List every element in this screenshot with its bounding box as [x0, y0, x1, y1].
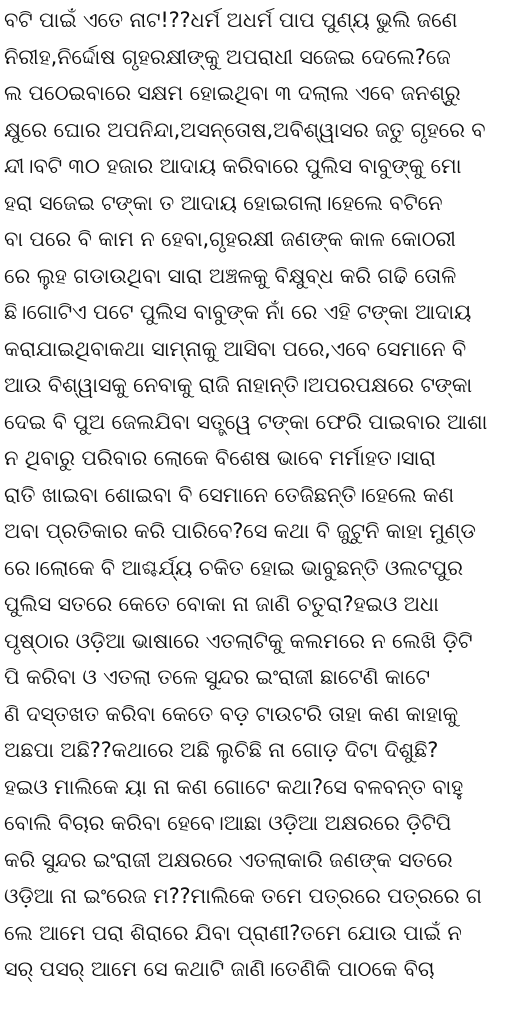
- text-line: ରେ ଲୁହ ଗଡାଉଥିବା ସାରା ଅଞ୍ଚଳକୁ ବିକ୍ଷୁବ୍ଧ କରି ଗଢି ତୋଳି: [4, 263, 457, 288]
- article-text: [4, 2, 526, 988]
- text-line: ପୁଲିସ ସତରେ କେତେ ବୋକା ନା ଜାଣି ଚତୁରା?ହଇଓ ଅଧା: [4, 592, 439, 616]
- text-line: ସର୍ ପସର୍ ଆମେ ସେ କଥାଟି ଜାଣି।ତେଣିକି ପାଠକେ ବିଚା: [4, 957, 435, 981]
- text-line: ନିରୀହ,ନିର୍ଦ୍ଦୋଷ ଗୃହରକ୍ଷୀଙ୍କୁ ଅପରାଧୀ ସଜେଇ ଦେଲେ?ଜେ: [4, 44, 451, 69]
- text-line: ଛି।ଗୋଟିଏ ପଟେ ପୁଲିସ ବାବୁଙ୍କ ନାଁ ରେ ଏହି ଟଙ୍କା ଆଦାୟ: [4, 300, 472, 324]
- text-line: ନ୍ଦୀ।ବଟି ୩୦ ହଜାର ଆଦାୟ କରିବାରେ ପୁଲିସ ବାବୁଙ୍କୁ ମୋ: [4, 154, 462, 178]
- text-line: ରେ।ଲୋକେ ବି ଆଶ୍ଚର୍ଯ୍ୟ ଚକିତ ହୋଇ ଭାବୁଛନ୍ତି ଓଲଟପୁର: [4, 555, 463, 580]
- text-line: ପୃଷ୍ଠାର ଓଡ଼ିଆ ଭାଷାରେ ଏତଲାଟିକୁ କଲମରେ ନ ଲେଖି ଡ଼ିଟି: [4, 628, 473, 653]
- text-line: ନ ଥିବାରୁ ପରିବାର ଲୋକେ ବିଶେଷ ଭାବେ ମର୍ମାହତ।ସାରା: [4, 446, 436, 470]
- text-line: ଦେଇ ବି ପୁଅ ଜେଲଯିବା ସତ୍ତ୍ୱେ ଟଙ୍କା ଫେରି ପାଇବାର ଆଶା: [4, 409, 488, 434]
- text-line: କରି ସୁନ୍ଦର ଇଂରାଜୀ ଅକ୍ଷରରେ ଏତଲାକାରି ଜଣଙ୍କ ସତରେ: [4, 847, 453, 872]
- text-line: ବଟି ପାଇଁ ଏତେ ନାଟ!??ଧର୍ମ ଅଧର୍ମ ପାପ ପୁଣ୍ୟ ଭୁଲି ଜଣେ: [4, 8, 458, 32]
- text-line: ଆଉ ବିଶ୍ୱାସକୁ ନେବାକୁ ରାଜି ନାହାନ୍ତି।ଅପରପକ୍ଷରେ ଟଙ୍କା: [4, 373, 472, 397]
- text-line: ଅଛପା ଅଛି??କଥାରେ ଅଛି ଲୁଚିଛି ନା ଗୋଡ଼ ଦିଟା ଦିଶୁଛି?: [4, 738, 439, 762]
- text-line: ଲ ପଠେଇବାରେ ସକ୍ଷମ ହୋଇଥିବା ୩ ଦଲାଲ ଏବେ ଜନଶ୍ରୁ: [4, 81, 461, 105]
- text-line: ପି କରିବା ଓ ଏତଲା ତଳେ ସୁନ୍ଦର ଇଂରାଜୀ ଛାଟେଣି କାଟେ: [4, 665, 430, 689]
- text-line: ହରା ସଜେଇ ଟଙ୍କା ତ ଆଦାୟ ହୋଇଗଲା।ହେଲେ ବଟିନେ: [4, 190, 443, 215]
- text-line: ଲେ ଆମେ ପରା ଶିରାରେ ଯିବା ପ୍ରାଣୀ?ତମେ ଯୋଉ ପାଇଁ ନ: [4, 920, 462, 945]
- text-line: କ୍ଷୁରେ ଘୋର ଅପନିନ୍ଦା,ଅସନ୍ତୋଷ,ଅବିଶ୍ୱାସର ଜତୁ ଗୃହରେ ବ: [4, 117, 486, 142]
- text-line: କରାଯାଇଥିବାକଥା ସାମ୍ନାକୁ ଆସିବା ପରେ,ଏବେ ସେମାନେ ବି: [4, 336, 467, 361]
- text-line: ଓଡ଼ିଆ ନା ଇଂରେଜ ମ??ମାଲିକେ ତମେ ପତ୍ରରେ ପତ୍ରରେ ଗ: [4, 884, 482, 908]
- text-line: ଣି ଦସ୍ତଖତ କରିବା କେତେ ବଡ଼ ଟାଉଟରି ତାହା କଣ କାହାକୁ: [4, 701, 458, 726]
- text-line: ରାତି ଖାଇବା ଶୋଇବା ବି ସେମାନେ ତେଜିଛନ୍ତି।ହେଲେ କଣ: [4, 482, 454, 507]
- text-line: ବୋଲି ବିଚାର କରିବା ହେବେ।ଆଛା ଓଡ଼ିଆ ଅକ୍ଷରରେ ଡ଼ିଟିପି: [4, 811, 452, 835]
- text-line: ହଇଓ ମାଲିକେ ୟା ନା କଣ ଗୋଟେ କଥା?ସେ ବଳବନ୍ତ ବାହୁ: [4, 774, 464, 799]
- text-line: ଅବା ପ୍ରତିକାର କରି ପାରିବେ?ସେ କଥା ବି ଜୁଟୁନି କାହା ମୁଣ୍ଡ: [4, 519, 476, 543]
- text-line: ବା ପରେ ବି କାମ ନ ହେବା,ଗୃହରକ୍ଷୀ ଜଣଙ୍କ କାଳ କୋଠରୀ: [4, 227, 456, 251]
